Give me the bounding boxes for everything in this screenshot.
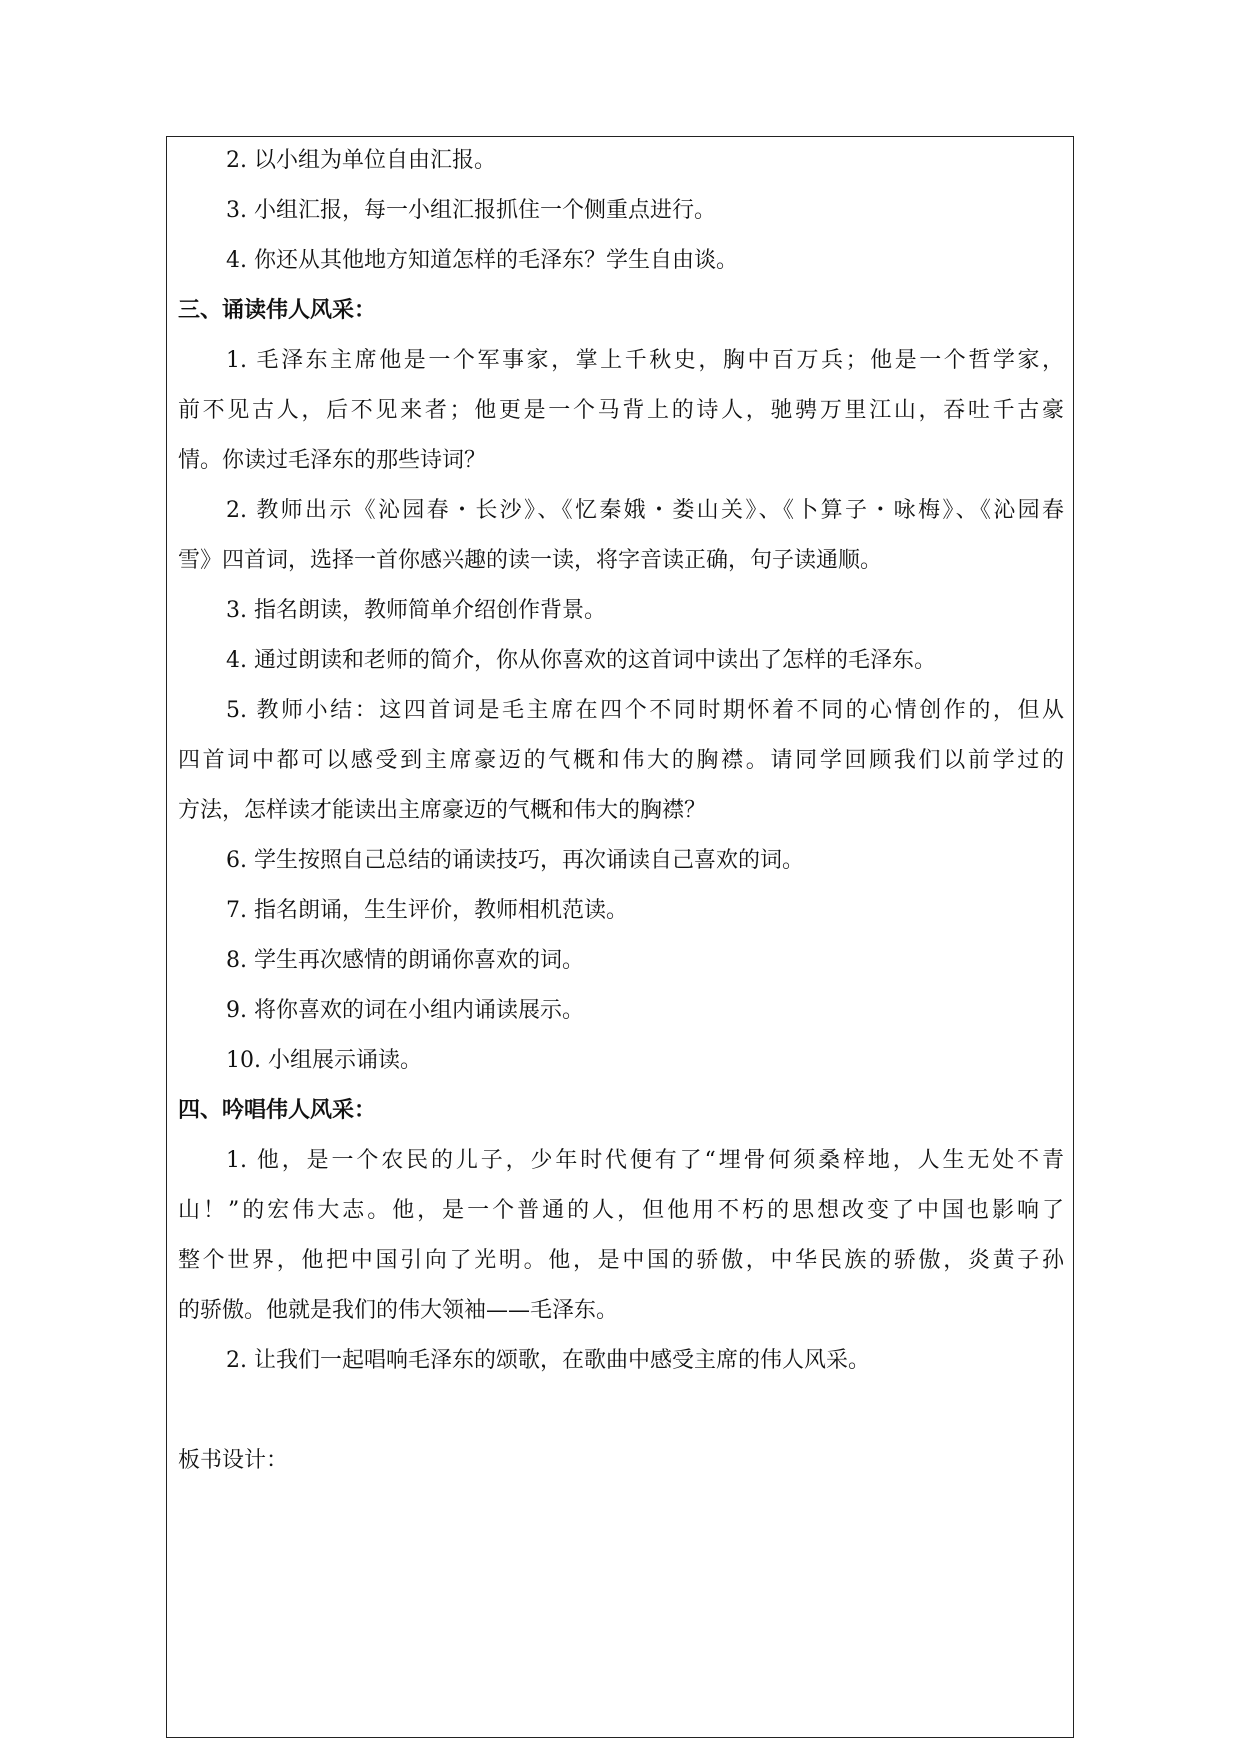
- section-3-item-10: 10. 小组展示诵读。: [226, 1048, 422, 1073]
- section-4-heading: 四、吟唱伟人风采：: [178, 1098, 377, 1123]
- section-3-item-5-line-3: 方法，怎样读才能读出主席豪迈的气概和伟大的胸襟？: [178, 798, 707, 823]
- section-3-item-3: 3. 指名朗读，教师简单介绍创作背景。: [226, 598, 606, 623]
- section-3-heading: 三、诵读伟人风采：: [178, 298, 377, 323]
- section-3-item-5-line-1: 5. 教师小结：这四首词是毛主席在四个不同时期怀着不同的心情创作的，但从: [226, 698, 1064, 723]
- continuation-item-3: 3. 小组汇报，每一小组汇报抓住一个侧重点进行。: [226, 198, 716, 223]
- section-3-item-1-line-3: 情。你读过毛泽东的那些诗词？: [178, 448, 487, 473]
- section-3-item-8: 8. 学生再次感情的朗诵你喜欢的词。: [226, 948, 584, 973]
- board-design-label: 板书设计：: [178, 1448, 289, 1473]
- section-3-item-6: 6. 学生按照自己总结的诵读技巧，再次诵读自己喜欢的词。: [226, 848, 804, 873]
- section-3-item-4: 4. 通过朗读和老师的简介，你从你喜欢的这首词中读出了怎样的毛泽东。: [226, 648, 936, 673]
- section-4-item-1-line-4: 的骄傲。他就是我们的伟大领袖——毛泽东。: [178, 1298, 619, 1323]
- section-4-item-1-line-3: 整个世界，他把中国引向了光明。他，是中国的骄傲，中华民族的骄傲，炎黄子孙: [178, 1248, 1064, 1273]
- section-3-item-5-line-2: 四首词中都可以感受到主席豪迈的气概和伟大的胸襟。请同学回顾我们以前学过的: [178, 748, 1064, 773]
- continuation-item-2: 2. 以小组为单位自由汇报。: [226, 148, 496, 173]
- section-3-item-2-line-1: 2. 教师出示《沁园春・长沙》、《忆秦娥・娄山关》、《卜算子・咏梅》、《沁园春: [226, 498, 1064, 523]
- section-3-item-7: 7. 指名朗诵，生生评价，教师相机范读。: [226, 898, 628, 923]
- section-3-item-9: 9. 将你喜欢的词在小组内诵读展示。: [226, 998, 584, 1023]
- continuation-item-4: 4. 你还从其他地方知道怎样的毛泽东？学生自由谈。: [226, 248, 738, 273]
- section-3-item-1-line-1: 1. 毛泽东主席他是一个军事家，掌上千秋史，胸中百万兵；他是一个哲学家，: [226, 348, 1064, 373]
- section-3-item-1-line-2: 前不见古人，后不见来者；他更是一个马背上的诗人，驰骋万里江山，吞吐千古豪: [178, 398, 1064, 423]
- section-4-item-2: 2. 让我们一起唱响毛泽东的颂歌，在歌曲中感受主席的伟人风采。: [226, 1348, 870, 1373]
- section-4-item-1-line-1: 1. 他，是一个农民的儿子，少年时代便有了“埋骨何须桑梓地，人生无处不青: [226, 1148, 1064, 1173]
- section-4-item-1-line-2: 山！”的宏伟大志。他，是一个普通的人，但他用不朽的思想改变了中国也影响了: [178, 1198, 1064, 1223]
- lesson-plan-table-cell: [166, 136, 1074, 1738]
- section-3-item-2-line-2: 雪》四首词，选择一首你感兴趣的读一读，将字音读正确，句子读通顺。: [178, 548, 883, 573]
